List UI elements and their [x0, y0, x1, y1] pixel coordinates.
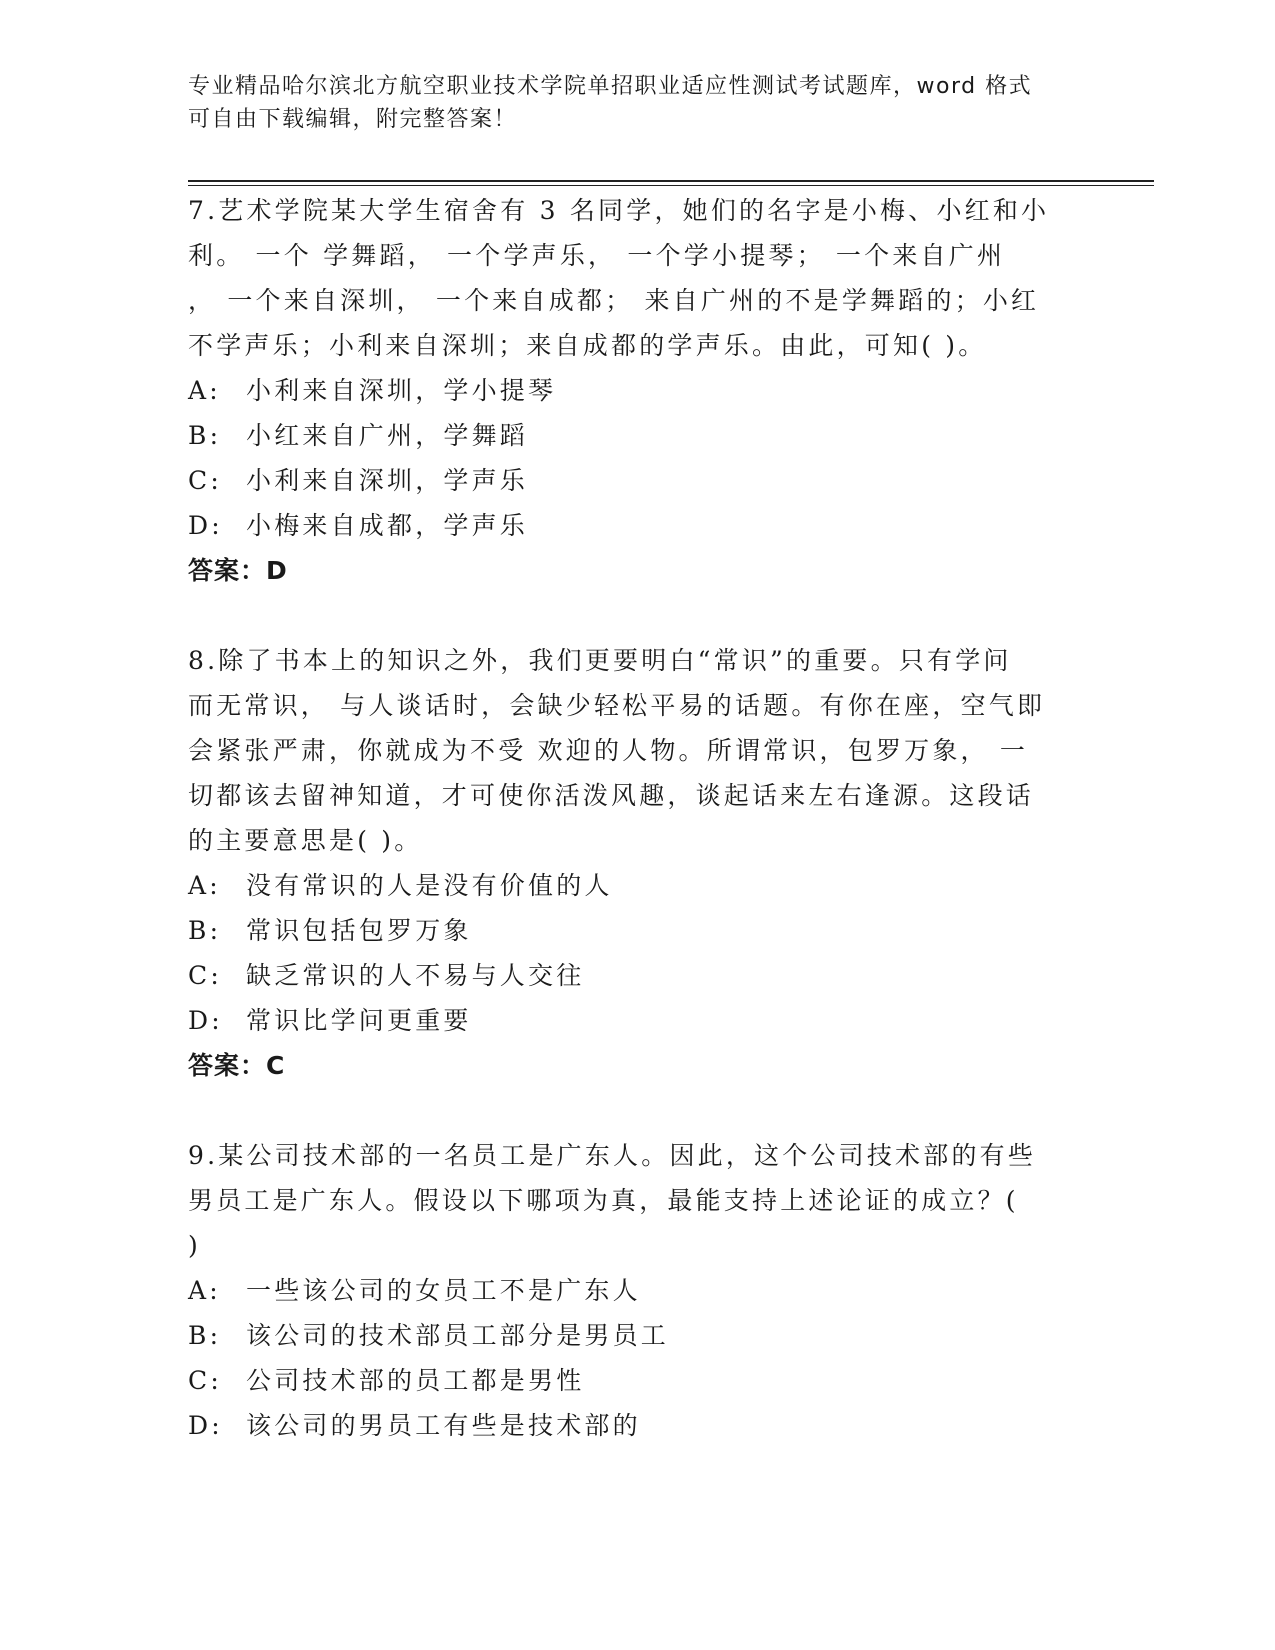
question-stem: 9.某公司技术部的一名员工是广东人。因此，这个公司技术部的有些 男员工是广东人。假设以下哪项为真，最能支持上述论证的成立？( ) — [188, 1141, 1037, 1260]
option-letter: D: — [188, 1006, 223, 1035]
option-a — [188, 368, 1088, 413]
option-c — [188, 953, 1088, 998]
option-a — [188, 863, 1088, 908]
option-d — [188, 1403, 1088, 1448]
option-text: 小利来自深圳，学小提琴 — [246, 376, 557, 405]
option-text: 一些该公司的女员工不是广东人 — [246, 1276, 641, 1305]
option-text: 小利来自深圳，学声乐 — [246, 466, 529, 495]
spacer — [188, 593, 1088, 638]
rule-line-thick — [188, 180, 1154, 182]
question-stem: 8.除了书本上的知识之外，我们更要明白“常识”的重要。只有学问 而无常识， 与人谈话时，会缺少轻松平易的话题。有你在座，空气即 会紧张严肃，你就成为不受 欢迎的人物。所谓常识，包罗万象， 一 切都该去留神知道，才可使你活泼风趣，谈起话来左右逢源。这段话 的主要意思是( )。 — [188, 646, 1046, 855]
option-text: 该公司的技术部员工部分是男员工 — [246, 1321, 670, 1350]
option-text: 该公司的男员工有些是技术部的 — [246, 1411, 641, 1440]
option-letter: B: — [188, 421, 222, 450]
question-8 — [188, 638, 1088, 1088]
option-c — [188, 458, 1088, 503]
option-b — [188, 908, 1088, 953]
option-b — [188, 1313, 1088, 1358]
option-a — [188, 1268, 1088, 1313]
option-d — [188, 503, 1088, 548]
page-header — [188, 70, 1068, 136]
option-text: 常识包括包罗万象 — [246, 916, 472, 945]
header-rule — [188, 180, 1154, 186]
option-letter: C: — [188, 961, 222, 990]
option-text: 常识比学问更重要 — [246, 1006, 472, 1035]
option-letter: A: — [188, 376, 221, 405]
question-7 — [188, 188, 1088, 593]
option-b — [188, 413, 1088, 458]
header-text: 专业精品哈尔滨北方航空职业技术学院单招职业适应性测试考试题库，word 格式 可自由下载编辑，附完整答案！ — [188, 74, 1033, 132]
option-text: 小梅来自成都，学声乐 — [246, 511, 529, 540]
option-letter: A: — [188, 871, 221, 900]
option-letter: A: — [188, 1276, 221, 1305]
option-letter: C: — [188, 1366, 222, 1395]
question-stem: 7.艺术学院某大学生宿舍有 3 名同学，她们的名字是小梅、小红和小 利。 一个 学舞蹈， 一个学声乐， 一个学小提琴； 一个来自广州 ， 一个来自深圳， 一个来自成都； 来自广州的不是学舞蹈的；小红 不学声乐；小利来自深圳；来自成都的学声乐。由此，可知( )。 — [188, 196, 1050, 360]
option-text: 缺乏常识的人不易与人交往 — [246, 961, 585, 990]
option-text: 小红来自广州，学舞蹈 — [246, 421, 529, 450]
option-letter: C: — [188, 466, 222, 495]
option-c — [188, 1358, 1088, 1403]
option-text: 没有常识的人是没有价值的人 — [246, 871, 613, 900]
question-9 — [188, 1133, 1088, 1448]
option-letter: B: — [188, 916, 222, 945]
answer-line: 答案：C — [188, 1051, 286, 1080]
question-list — [188, 188, 1088, 1448]
option-d — [188, 998, 1088, 1043]
option-letter: B: — [188, 1321, 222, 1350]
spacer — [188, 1088, 1088, 1133]
option-letter: D: — [188, 1411, 223, 1440]
option-letter: D: — [188, 511, 223, 540]
answer-line: 答案：D — [188, 556, 288, 585]
option-text: 公司技术部的员工都是男性 — [246, 1366, 585, 1395]
rule-line-thin — [188, 185, 1154, 186]
